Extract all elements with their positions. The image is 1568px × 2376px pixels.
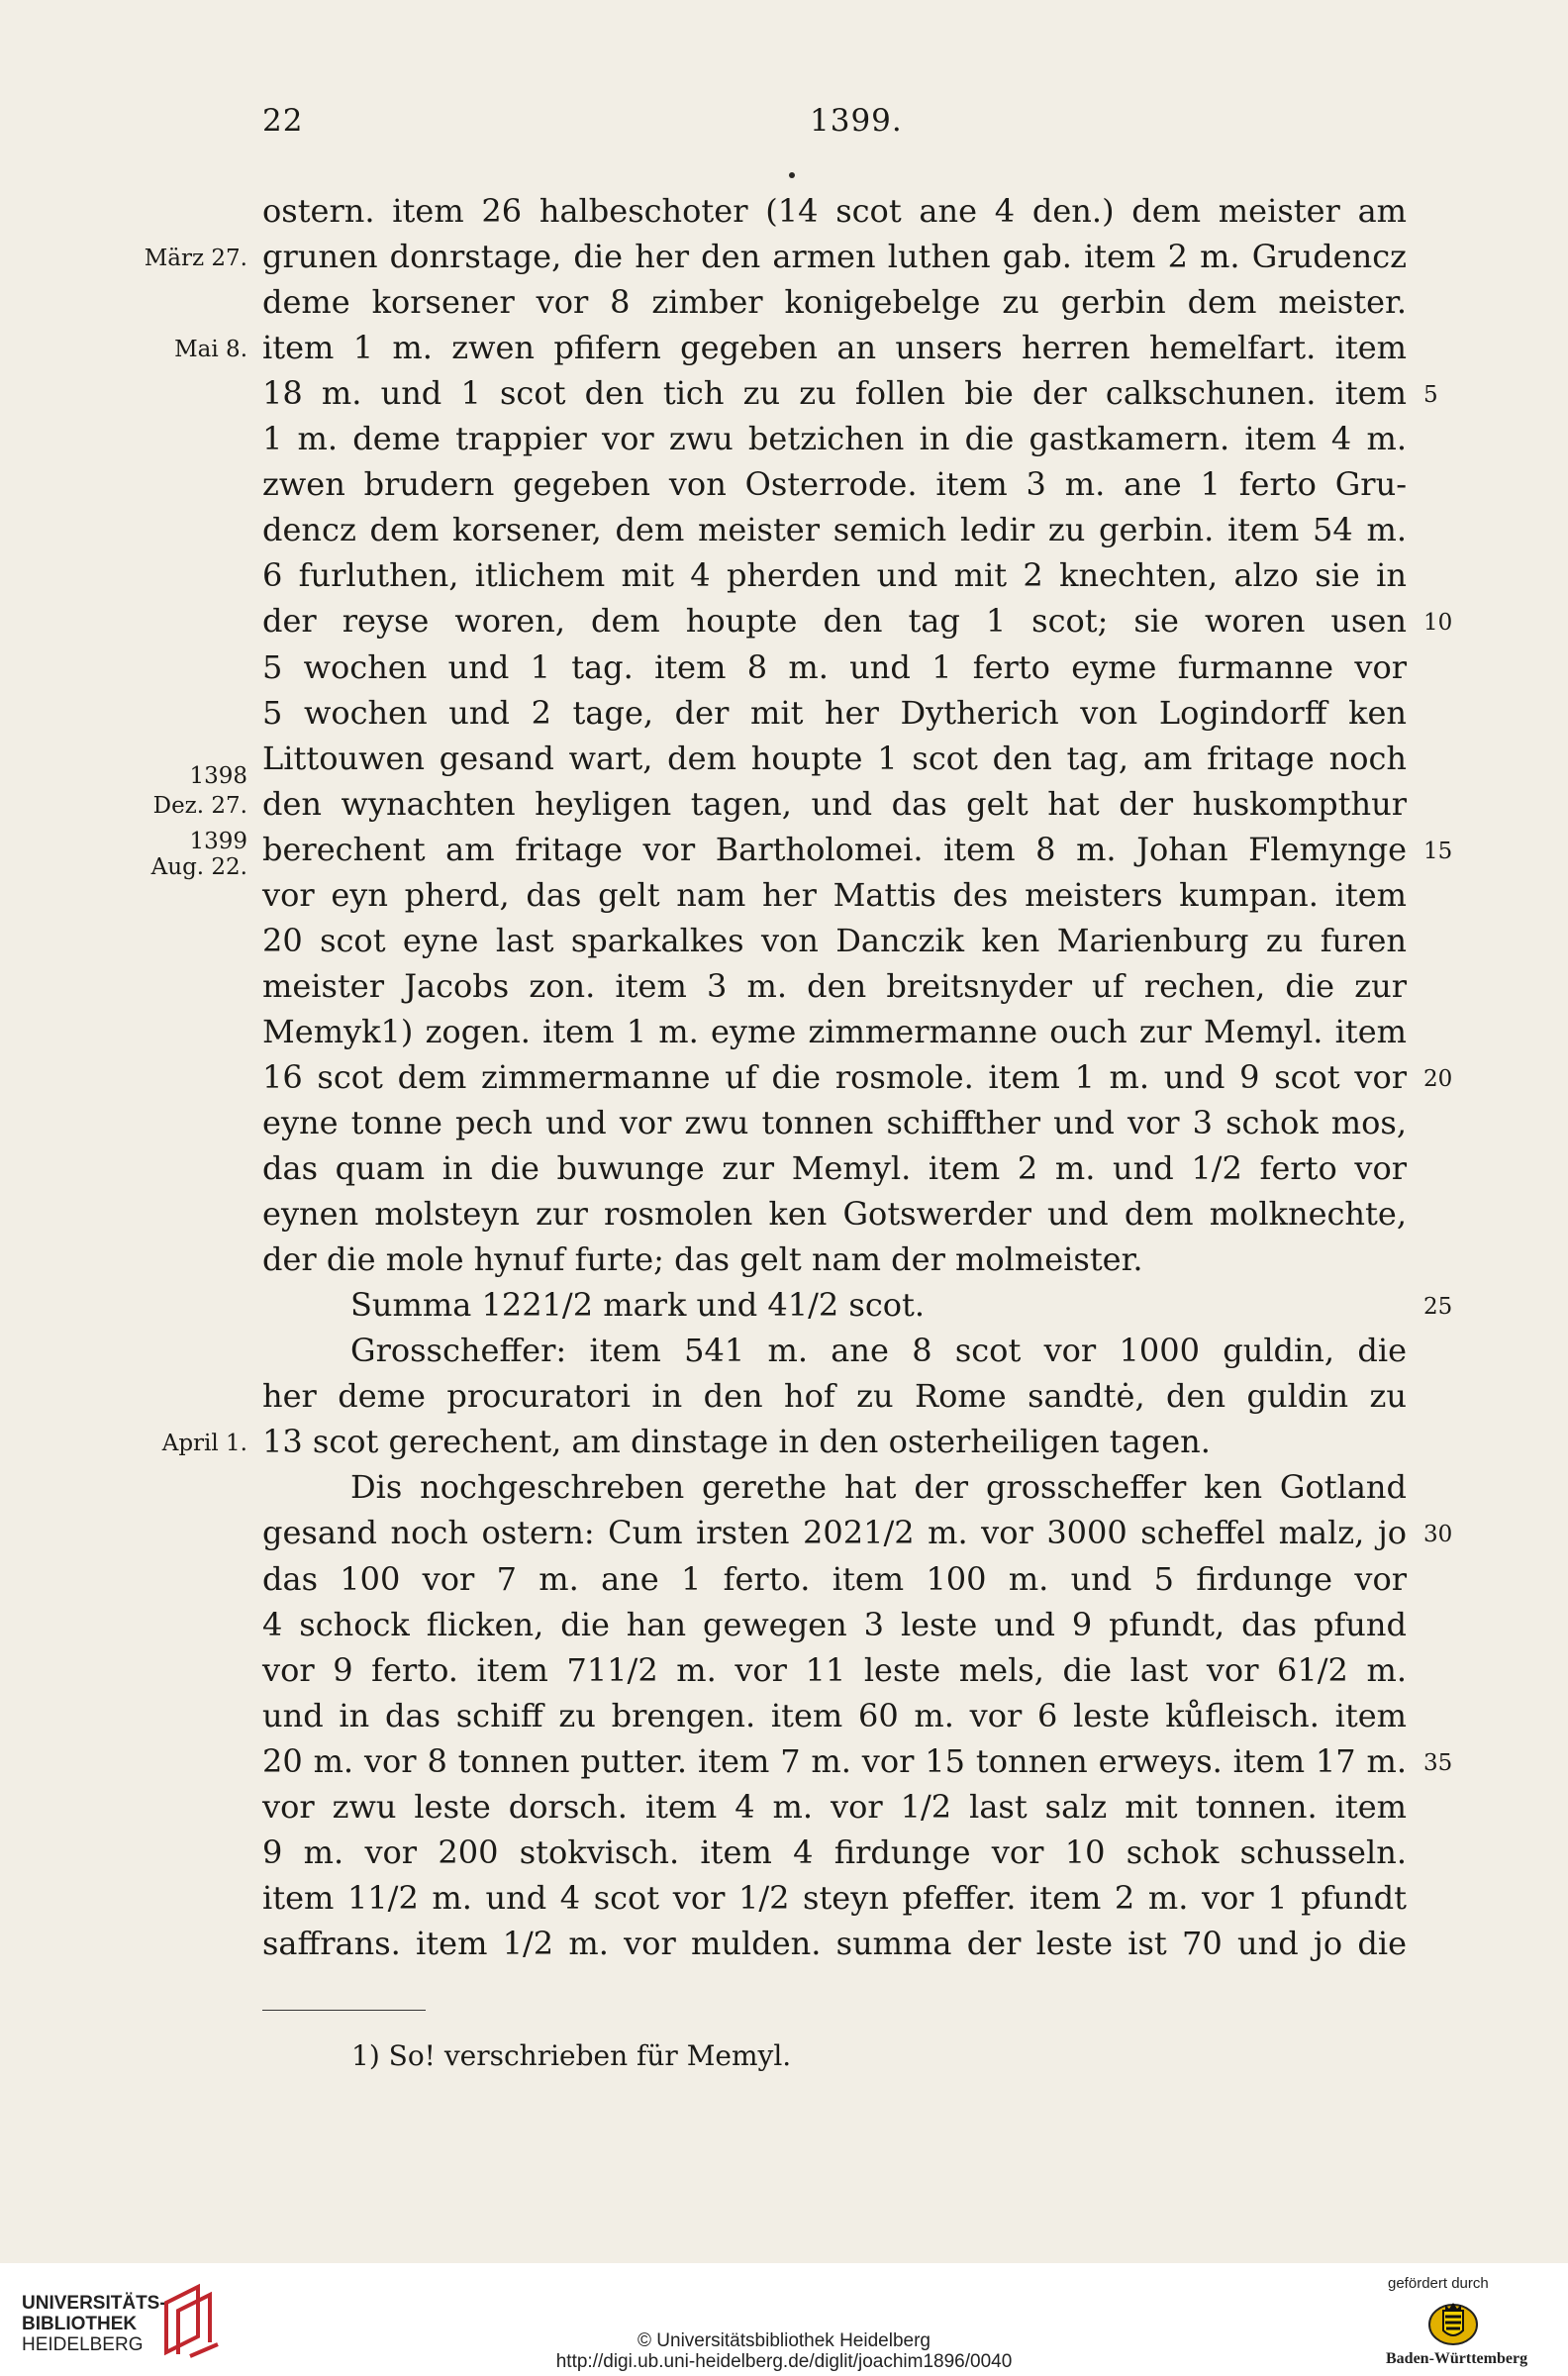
- text-line: 20 scot eyne last sparkalkes von Danczik ken Marienburg zu furen: [262, 921, 1407, 959]
- text-line: 9 m. vor 200 stokvisch. item 4 firdunge vor 10 schok schusseln.: [262, 1832, 1407, 1871]
- state-crest-icon: [1427, 2297, 1479, 2348]
- copyright-notice: © Universitätsbibliothek Heidelberg: [637, 2330, 931, 2351]
- margin-date: Dez. 27.: [152, 792, 247, 819]
- library-name-line2: BIBLIOTHEK: [22, 2314, 138, 2334]
- text-line: Littouwen gesand wart, dem houpte 1 scot den tag, am fritage noch: [262, 739, 1407, 777]
- text-line: item 1 m. zwen pfifern gegeben an unsers herren hemelfart. item: [262, 329, 1407, 367]
- text-line: 5 wochen und 1 tag. item 8 m. und 1 ferto eyme furmanne vor: [262, 647, 1407, 686]
- line-number: 15: [1423, 838, 1453, 864]
- permalink[interactable]: http://digi.ub.uni-heidelberg.de/diglit/joachim1896/0040: [555, 2351, 1013, 2372]
- text-line: zwen brudern gegeben von Osterrode. item 3 m. ane 1 ferto Gru-: [262, 465, 1407, 504]
- margin-date: Aug. 22.: [150, 853, 247, 880]
- page-number: 22: [262, 103, 304, 139]
- text-line: 20 m. vor 8 tonnen putter. item 7 m. vor 15 tonnen erweys. item 17 m.: [262, 1741, 1407, 1780]
- library-name-line3: HEIDELBERG: [22, 2334, 144, 2355]
- text-line: der reyse woren, dem houpte den tag 1 scot; sie woren usen: [262, 602, 1407, 641]
- print-speck: [789, 172, 795, 178]
- text-line: Grosscheffer: item 541 m. ane 8 scot vor 1000 guldin, die: [350, 1332, 1407, 1370]
- line-number: 30: [1423, 1522, 1453, 1548]
- text-line: vor 9 ferto. item 711/2 m. vor 11 leste mels, die last vor 61/2 m.: [262, 1650, 1407, 1689]
- line-number: 35: [1423, 1749, 1453, 1776]
- text-line: vor zwu leste dorsch. item 4 m. vor 1/2 last salz mit tonnen. item: [262, 1787, 1407, 1826]
- text-line: berechent am fritage vor Bartholomei. item 8 m. Johan Flemynge: [262, 830, 1407, 868]
- text-line: 5 wochen und 2 tage, der mit her Dytherich von Logindorff ken: [262, 693, 1407, 732]
- line-number: 25: [1423, 1294, 1453, 1321]
- text-line: 13 scot gerechent, am dinstage in den osterheiligen tagen.: [262, 1423, 1211, 1461]
- library-footer: [0, 2263, 1568, 2376]
- text-line: grunen donrstage, die her den armen luthen gab. item 2 m. Grudencz: [262, 238, 1407, 276]
- library-name-line1: UNIVERSITÄTS-: [22, 2293, 166, 2314]
- funded-by-label: gefördert durch: [1388, 2275, 1489, 2292]
- footnote-rule: [262, 2010, 426, 2011]
- text-line: Memyk1) zogen. item 1 m. eyme zimmermanne ouch zur Memyl. item: [262, 1012, 1407, 1050]
- text-line: der die mole hynuf furte; das gelt nam der molmeister.: [262, 1240, 1143, 1279]
- sponsor-name: Baden-Württemberg: [1386, 2350, 1528, 2367]
- text-line: saffrans. item 1/2 m. vor mulden. summa der leste ist 70 und jo die: [262, 1924, 1407, 1962]
- running-head-year: 1399.: [810, 103, 903, 139]
- text-line: 16 scot dem zimmermanne uf die rosmole. item 1 m. und 9 scot vor: [262, 1057, 1407, 1096]
- text-line: den wynachten heyligen tagen, und das gelt hat der huskompthur: [262, 784, 1407, 823]
- line-number: 10: [1423, 610, 1453, 637]
- text-line: deme korsener vor 8 zimber konigebelge zu gerbin dem meister.: [262, 283, 1407, 322]
- text-line: das 100 vor 7 m. ane 1 ferto. item 100 m. und 5 firdunge vor: [262, 1559, 1407, 1598]
- text-line: dencz dem korsener, dem meister semich ledir zu gerbin. item 54 m.: [262, 511, 1407, 549]
- margin-date: März 27.: [144, 246, 247, 272]
- footnote: 1) So! verschrieben für Memyl.: [351, 2039, 792, 2072]
- margin-date: 1399: [189, 828, 247, 854]
- text-line: Dis nochgeschreben gerethe hat der grosscheffer ken Gotland: [350, 1468, 1407, 1507]
- text-line: 4 schock flicken, die han gewegen 3 leste und 9 pfundt, das pfund: [262, 1605, 1407, 1643]
- text-line: eyne tonne pech und vor zwu tonnen schiffther und vor 3 schok mos,: [262, 1104, 1407, 1141]
- line-number: 5: [1423, 382, 1438, 409]
- text-line: 6 furluthen, itlichem mit 4 pherden und mit 2 knechten, alzo sie in: [262, 556, 1407, 595]
- text-line: meister Jacobs zon. item 3 m. den breitsnyder uf rechen, die zur: [262, 966, 1407, 1005]
- text-line: ostern. item 26 halbeschoter (14 scot ane 4 den.) dem meister am: [262, 192, 1407, 230]
- text-line: eynen molsteyn zur rosmolen ken Gotswerder und dem molknechte,: [262, 1195, 1407, 1234]
- margin-date: 1398: [189, 762, 247, 789]
- text-line: 1 m. deme trappier vor zwu betzichen in die gastkamern. item 4 m.: [262, 420, 1407, 458]
- margin-date: April 1.: [161, 1431, 247, 1457]
- line-number: 20: [1423, 1065, 1453, 1092]
- text-line: 18 m. und 1 scot den tich zu zu follen bie der calkschunen. item: [262, 374, 1407, 413]
- text-line: Summa 1221/2 mark und 41/2 scot.: [350, 1286, 926, 1325]
- text-line: item 11/2 m. und 4 scot vor 1/2 steyn pfeffer. item 2 m. vor 1 pfundt: [262, 1878, 1407, 1917]
- text-line: her deme procuratori in den hof zu Rome sandtė, den guldin zu: [262, 1377, 1407, 1416]
- margin-date: Mai 8.: [174, 337, 247, 363]
- text-line: gesand noch ostern: Cum irsten 2021/2 m. vor 3000 scheffel malz, jo: [262, 1514, 1407, 1552]
- text-line: das quam in die buwunge zur Memyl. item 2 m. und 1/2 ferto vor: [262, 1149, 1407, 1188]
- text-line: vor eyn pherd, das gelt nam her Mattis des meisters kumpan. item: [262, 875, 1407, 914]
- text-line: und in das schiff zu brengen. item 60 m. vor 6 leste kůfleisch. item: [262, 1696, 1407, 1734]
